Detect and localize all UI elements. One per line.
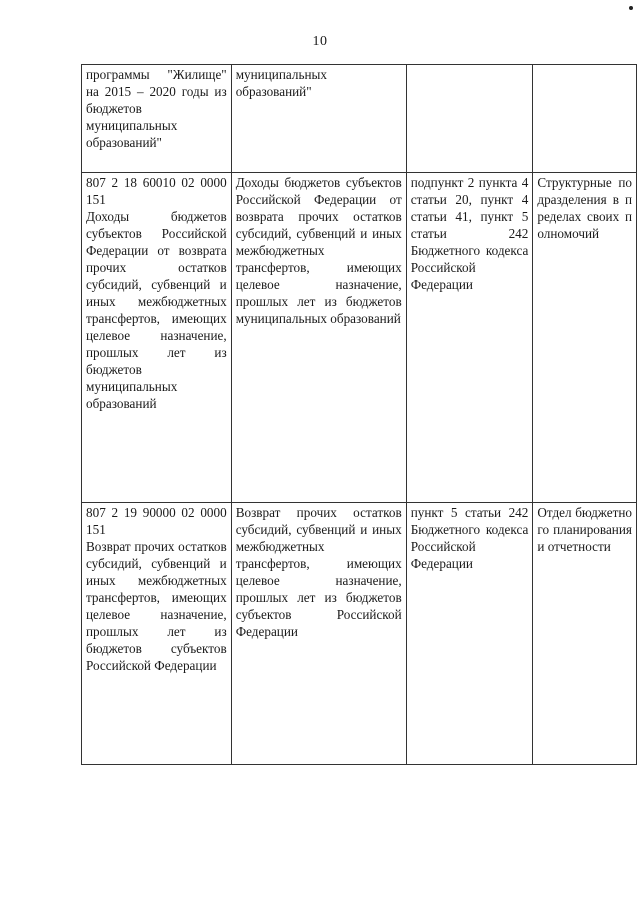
budget-code-name: Доходы бюджетов субъектов Российской Федерации от возврата прочих остатков субсидий, субвенций и иных межбюджетных трансфертов, имеющих целевое назначение, прошлых лет из бюджетов муниципальных образований — [86, 209, 227, 411]
budget-code: 807 2 19 90000 02 0000 151 — [86, 505, 227, 537]
cell-legal-basis — [406, 173, 533, 503]
scan-mark — [629, 6, 633, 10]
cell-responsible — [533, 65, 637, 173]
cell-text: Отдел бюджетного планирования и отчетности — [537, 505, 632, 554]
cell-text: муниципальных образований" — [235, 67, 327, 99]
cell-description — [231, 503, 406, 765]
cell-code-name — [82, 503, 232, 765]
cell-responsible — [533, 173, 637, 503]
budget-code-name: Возврат прочих остатков субсидий, субвенций и иных межбюджетных трансфертов, имеющих целевое назначение, прошлых лет из бюджетов субъектов Российской Федерации — [86, 539, 227, 673]
cell-text: Доходы бюджетов субъектов Российской Федерации от возврата прочих остатков субсидий, субвенций и иных межбюджетных трансфертов, имеющих целевое назначение, прошлых лет из бюджетов муниципальных образований — [235, 175, 402, 326]
cell-responsible — [533, 503, 637, 765]
page-number: 10 — [312, 34, 328, 49]
cell-legal-basis — [406, 65, 533, 173]
table-row — [82, 173, 637, 503]
cell-legal-basis — [406, 503, 533, 765]
table-row-continuation — [82, 65, 637, 173]
cell-description — [231, 173, 406, 503]
cell-text: программы "Жилище" на 2015 – 2020 годы из бюджетов муниципальных образований" — [86, 67, 227, 150]
cell-code-name — [82, 65, 232, 173]
cell-description — [231, 65, 406, 173]
table-row — [82, 503, 637, 765]
cell-code-name — [82, 173, 232, 503]
cell-text: пункт 5 статьи 242 Бюджетного кодекса Российской Федерации — [410, 505, 529, 571]
cell-text: Возврат прочих остатков субсидий, субвенций и иных межбюджетных трансфертов, имеющих целевое назначение, прошлых лет из бюджетов субъектов Российской Федерации — [235, 505, 402, 639]
budget-codes-table — [81, 64, 637, 765]
cell-text: Структурные подразделения в пределах своих полномочий — [537, 175, 632, 241]
cell-text: подпункт 2 пункта 4 статьи 20, пункт 4 статьи 41, пункт 5 статьи 242 Бюджетного кодекса Российской Федерации — [410, 175, 529, 292]
budget-code: 807 2 18 60010 02 0000 151 — [86, 175, 227, 207]
